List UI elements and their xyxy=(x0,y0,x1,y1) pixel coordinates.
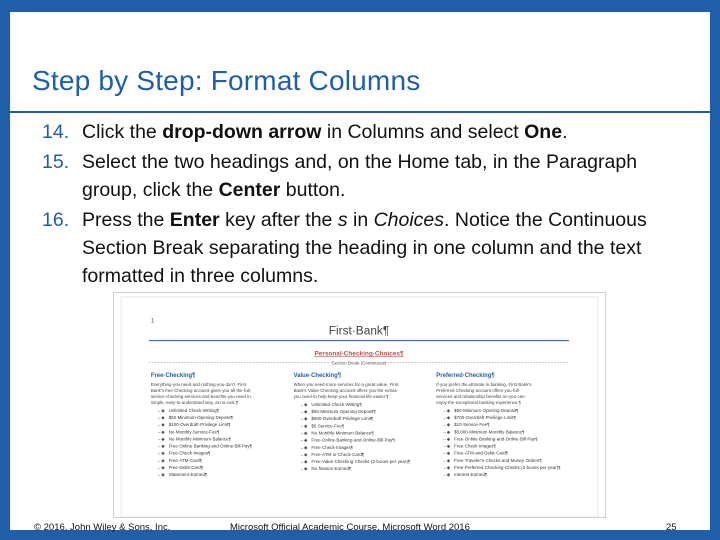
bullet-arrow-icon: →◆ xyxy=(156,450,165,456)
column-intro-line: Everything·you·need·and·nothing·you·don't.·First· xyxy=(150,382,248,388)
column-list-item: No·Monthly·Minimum·Balance¶ xyxy=(311,430,374,436)
column-heading: Preferred·Checking¶ xyxy=(436,373,495,380)
column-intro-line: service·checking·services·and·benefits·you·need·in· xyxy=(150,394,253,400)
column-list-item: Free·Check·Images¶ xyxy=(311,444,354,450)
column-intro-line: Bank's·free·Checking·account·gives·you·all·the·full- xyxy=(150,388,252,394)
column-list-item: Free·Preferred·Checking·Checks·(2·boxes·per·year)¶ xyxy=(454,465,561,471)
bullet-arrow-icon: →◆ xyxy=(299,430,308,436)
bullet-arrow-icon: →◆ xyxy=(442,407,451,413)
column-list-item: Free·ATM·or·Check·Card¶ xyxy=(311,451,365,457)
column-intro-line: you·need·to·help·keep·your·financial·life·easier.¶ xyxy=(293,394,389,400)
bullet-arrow-icon: →◆ xyxy=(442,472,451,478)
step-italic-text: Choices xyxy=(373,209,445,231)
step-number: 15. xyxy=(42,151,70,173)
bullet-arrow-icon: →◆ xyxy=(442,415,451,421)
bullet-arrow-icon: →◆ xyxy=(156,457,165,463)
column-list-item: Free·Debit·Card¶ xyxy=(168,465,204,471)
column-list-item: No·Monthly·Service·Fee¶ xyxy=(168,429,220,435)
column-list-item: $50·Minimum·Opening·Deposit¶ xyxy=(311,409,376,415)
step-item xyxy=(42,148,682,204)
step-text: Press the xyxy=(82,209,170,231)
bullet-arrow-icon: →◆ xyxy=(156,436,165,442)
column-intro-line: services·and·relationship·benefits·so·you·can· xyxy=(436,394,526,400)
column-list-item: Free·ATM·Card¶ xyxy=(168,457,202,463)
bullet-arrow-icon: →◆ xyxy=(156,472,165,478)
bullet-arrow-icon: →◆ xyxy=(442,443,451,449)
column-intro-line: enjoy·the·exceptional·banking·experience.¶ xyxy=(436,400,521,406)
bullet-arrow-icon: →◆ xyxy=(442,457,451,463)
step-bold-text: drop-down arrow xyxy=(162,121,322,143)
bullet-arrow-icon: →◆ xyxy=(442,450,451,456)
step-text: key after the xyxy=(219,209,338,231)
step-italic-text: s xyxy=(337,209,348,231)
step-item xyxy=(42,206,682,290)
step-number: 14. xyxy=(42,121,70,143)
column-list-item: Free·Online·Banking·and·Online·Bill·Pay¶ xyxy=(311,437,395,443)
column-list-item: Unlimited·Check·Writing¶ xyxy=(311,401,362,407)
step-text: button. xyxy=(280,179,346,201)
bullet-arrow-icon: →◆ xyxy=(156,465,165,471)
footer-page-number: 25 xyxy=(666,522,677,533)
step-text: Click the xyxy=(82,121,163,143)
bullet-arrow-icon: →◆ xyxy=(442,436,451,442)
bullet-arrow-icon: →◆ xyxy=(442,422,451,428)
bullet-arrow-icon: →◆ xyxy=(156,443,165,449)
bullet-arrow-icon: →◆ xyxy=(299,401,308,407)
bullet-arrow-icon: →◆ xyxy=(156,429,165,435)
section-break-label: Section Break (Continuous) xyxy=(331,360,387,366)
title-divider xyxy=(10,111,710,113)
column-heading: Value·Checking¶ xyxy=(293,373,342,380)
bullet-arrow-icon: →◆ xyxy=(299,437,308,443)
column-list-item: Free·Online·Banking·and·Online·Bill·Pay¶ xyxy=(454,436,538,442)
bullet-arrow-icon: →◆ xyxy=(442,429,451,435)
step-text: Select the two headings and, on the Home tab, in the Paragraph group, click the xyxy=(82,151,638,201)
column-intro-line: If·you·prefer·the·ultimate·in·banking,·First·Bank's· xyxy=(436,382,533,388)
doc-subheading: Personal·Checking·Choices¶ xyxy=(314,350,404,358)
bullet-arrow-icon: →◆ xyxy=(299,423,308,429)
bullet-arrow-icon: →◆ xyxy=(156,415,165,421)
page-marker: 1 xyxy=(150,318,155,325)
column-list-item: Free·Traveler's·Checks·and·Money·Orders¶ xyxy=(454,457,542,463)
column-intro-line: simple,·easy-to-understand·way,·at·no·cost.¶ xyxy=(150,400,239,406)
column-intro-line: When·you·need·more·services·for·a·great·value,·First· xyxy=(293,382,400,388)
bullet-arrow-icon: →◆ xyxy=(156,422,165,428)
column-list-item: No·Monthly·Minimum·Balance¶ xyxy=(168,436,231,442)
step-bold-text: One xyxy=(524,121,563,143)
bullet-arrow-icon: →◆ xyxy=(299,409,308,415)
bank-title: First·Bank¶ xyxy=(328,323,390,338)
column-list-item: No·finance·Earned¶ xyxy=(311,466,352,472)
column-list-item: Statement·Earned¶ xyxy=(168,472,208,478)
column-list-item: $50·Minimum·Opening·Deposit¶ xyxy=(168,415,233,421)
bullet-arrow-icon: →◆ xyxy=(299,459,308,465)
column-list-item: Interest·Earned¶ xyxy=(454,472,488,478)
column-list-item: $5,000·Minimum·Monthly·Balance¶ xyxy=(454,429,525,435)
bullet-arrow-icon: →◆ xyxy=(156,407,165,413)
column-intro-line: Preferred·Checking·account·offers·you·full- xyxy=(436,388,521,394)
step-bold-text: Center xyxy=(218,179,281,201)
step-text: . Notice the Continuous Section Break separating the heading in one column and the text formatted in three columns. xyxy=(82,209,647,287)
column-list-item: Unlimited·Check·Writing¶ xyxy=(168,407,220,413)
column-list-item: Free·Value·Checking·Checks·(2·boxes·per·year)¶ xyxy=(311,459,411,465)
step-text: . xyxy=(562,121,568,143)
bullet-arrow-icon: →◆ xyxy=(299,416,308,422)
column-list-item: $700·Overdraft·Privilege·Limit¶ xyxy=(454,415,516,421)
bullet-arrow-icon: →◆ xyxy=(299,466,308,472)
column-list-item: $100·Overdraft·Privilege·Limit¶ xyxy=(168,422,231,428)
column-list-item: Free·ATM·and·Debit·Card¶ xyxy=(454,450,509,456)
column-list-item: $500·Overdraft·Privilege·Limit¶ xyxy=(311,416,374,422)
bullet-arrow-icon: →◆ xyxy=(299,444,308,450)
bullet-arrow-icon: →◆ xyxy=(442,465,451,471)
step-number: 16. xyxy=(42,209,70,231)
step-bold-text: Enter xyxy=(169,209,220,231)
column-list-item: $6·Service·Fee¶ xyxy=(311,423,345,429)
steps-list xyxy=(42,118,682,292)
slide-title: Step by Step: Format Columns xyxy=(32,65,421,96)
column-list-item: Free·Check·Images¶ xyxy=(454,443,496,449)
footer-course: Microsoft Official Academic Course, Microsoft Word 2016 xyxy=(230,522,470,533)
column-list-item: Free·Online·Banking·and·Online·Bill·Pay¶ xyxy=(168,443,253,449)
column-intro-line: Bank's·Value·Checking·account·offers·you·the·extras· xyxy=(293,388,399,394)
document-screenshot xyxy=(113,292,606,518)
column-list-item: Free·Check·Images¶ xyxy=(168,450,211,456)
step-text: in Columns and select xyxy=(321,121,525,143)
step-text: in xyxy=(347,209,374,231)
footer-copyright: © 2016, John Wiley & Sons, Inc. xyxy=(34,522,171,533)
column-list-item: $50·Minimum·Opening·Deposit¶ xyxy=(454,407,519,413)
step-item xyxy=(42,118,682,146)
column-list-item: $10·Service·Fee¶ xyxy=(454,422,490,428)
bullet-arrow-icon: →◆ xyxy=(299,451,308,457)
column-heading: Free·Checking¶ xyxy=(150,373,196,380)
